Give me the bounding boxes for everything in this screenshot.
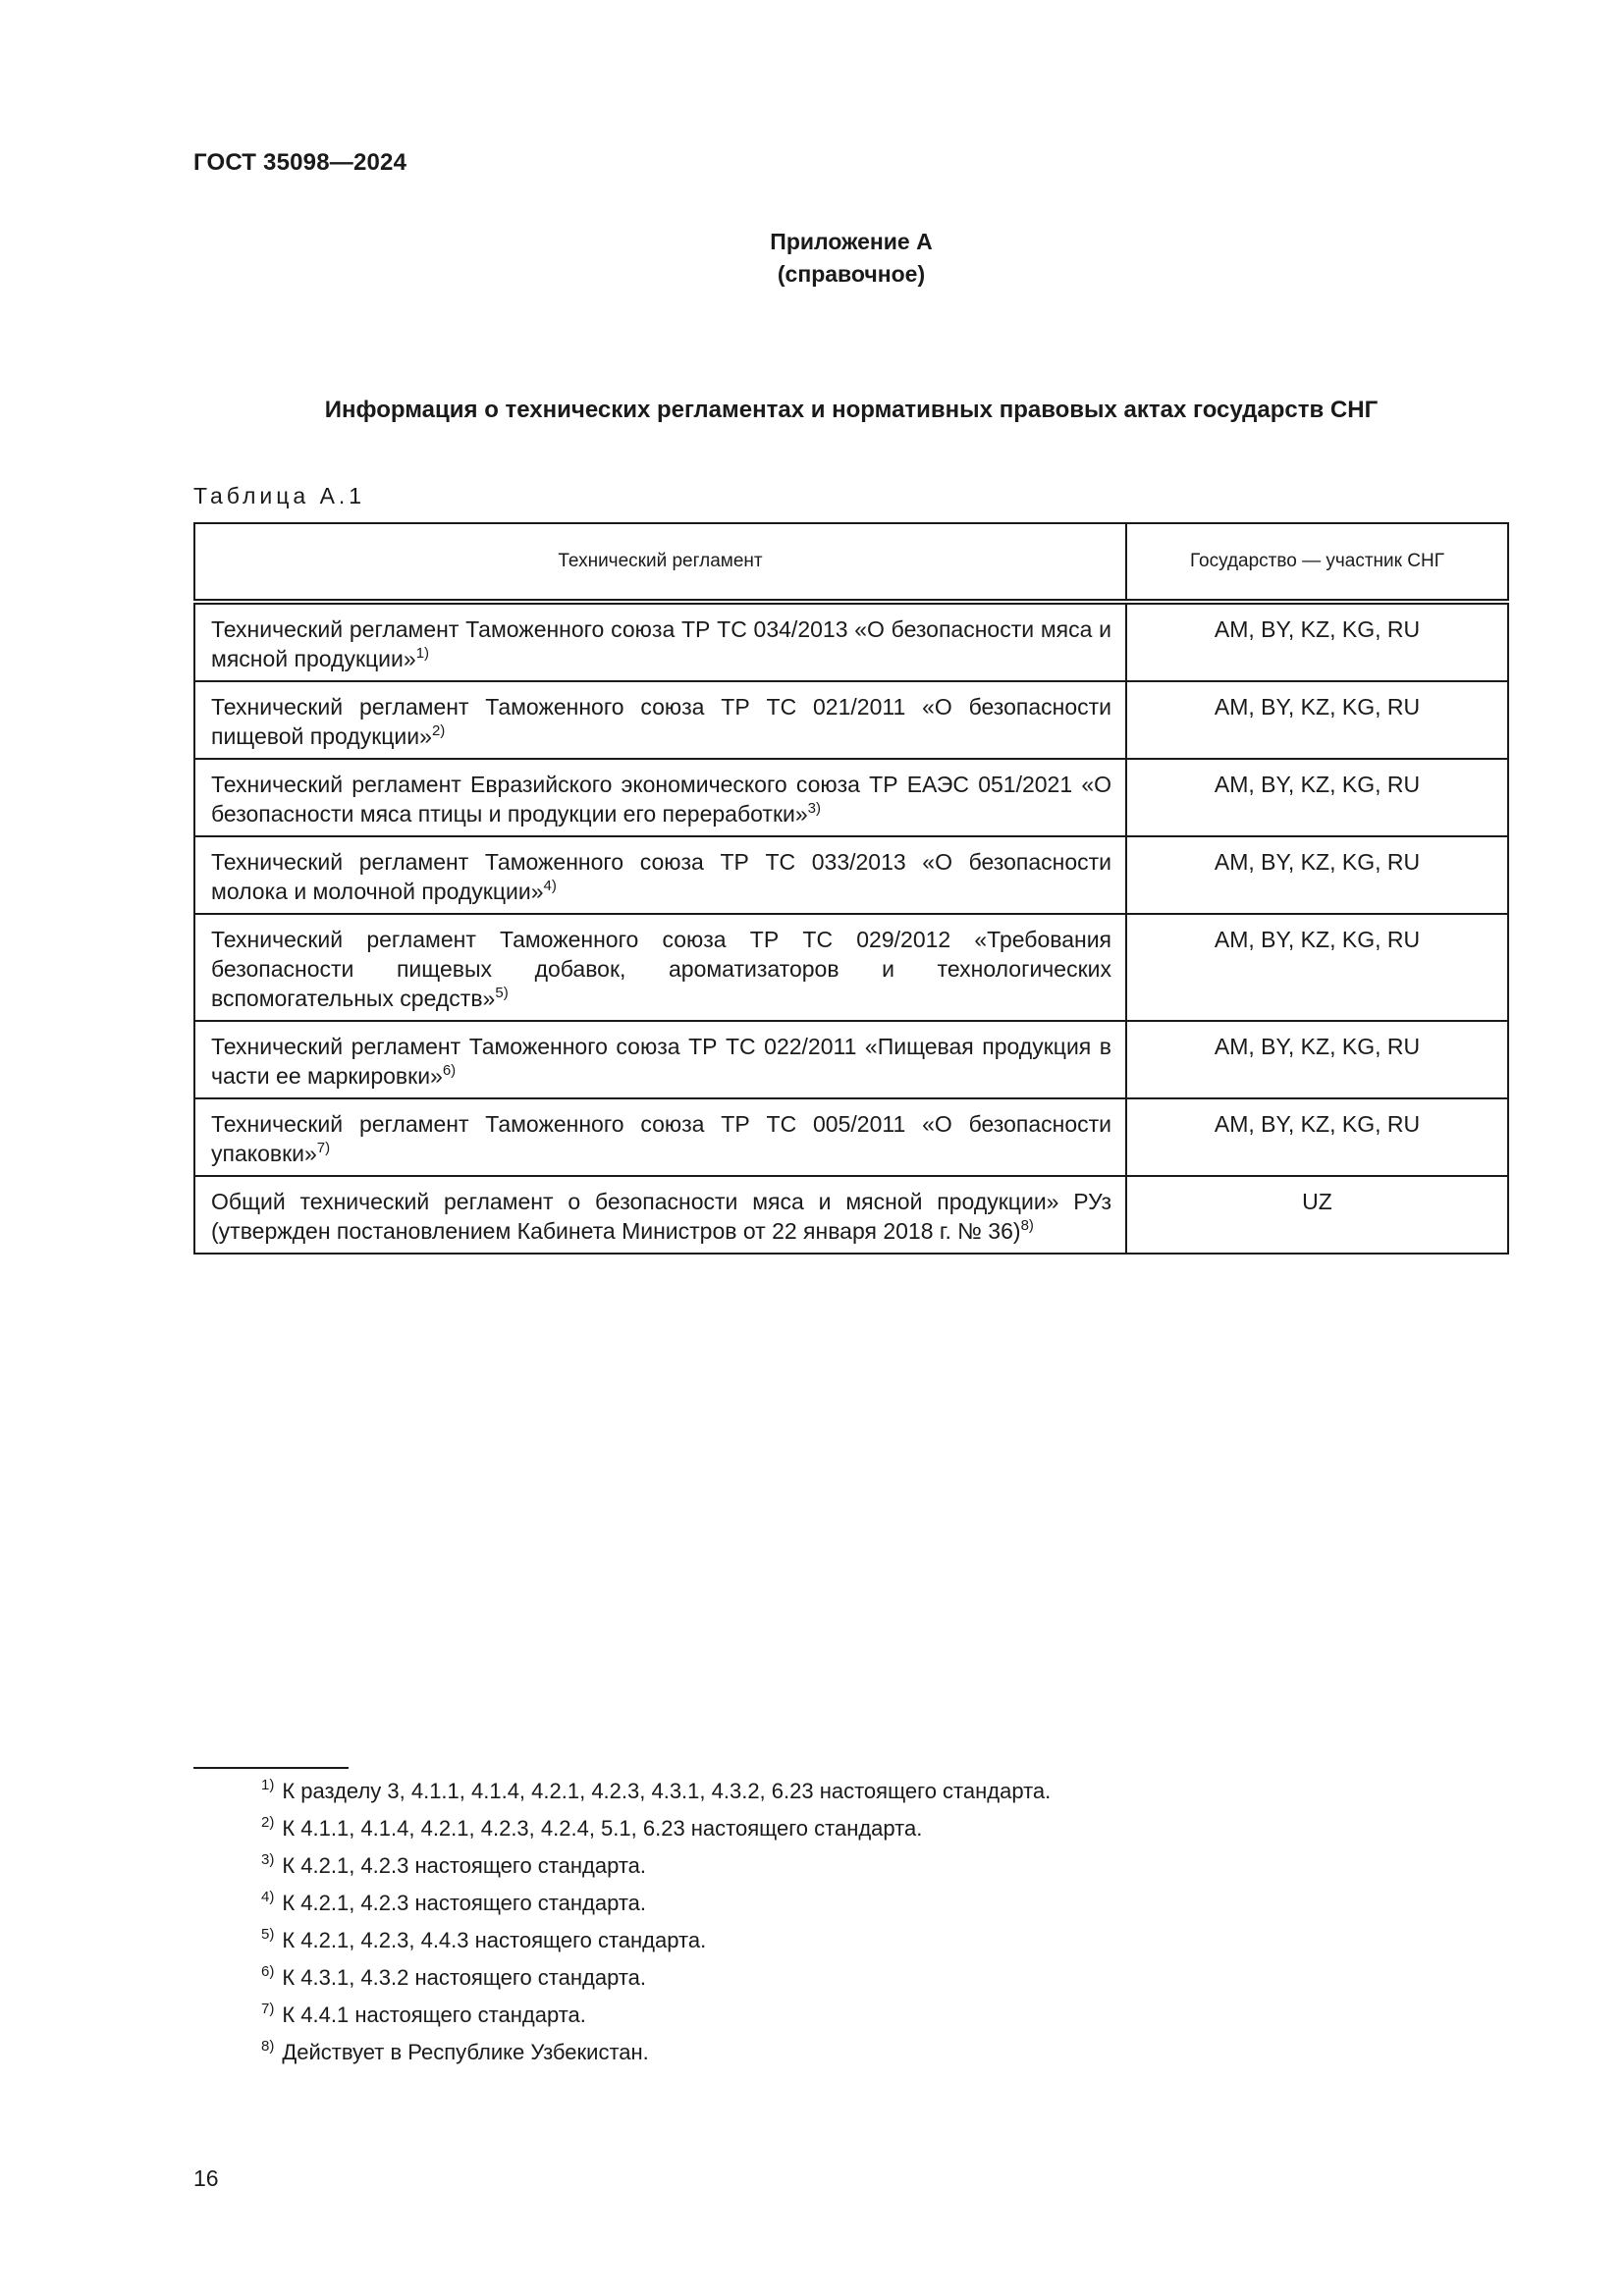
states-cell: AM, BY, KZ, KG, RU xyxy=(1126,759,1508,836)
footnote-text: К 4.2.1, 4.2.3 настоящего стандарта. xyxy=(282,1891,647,1915)
states-cell: AM, BY, KZ, KG, RU xyxy=(1126,1021,1508,1098)
footnote-ref: 4) xyxy=(543,878,557,894)
table-row xyxy=(194,681,1508,759)
footnote-text: К 4.4.1 настоящего стандарта. xyxy=(282,2002,586,2027)
footnote-mark: 3) xyxy=(261,1851,275,1868)
states-cell: AM, BY, KZ, KG, RU xyxy=(1126,681,1508,759)
regulation-text: Технический регламент Таможенного союза ТР ТС 021/2011 «О безопасности пищевой продукции» xyxy=(211,694,1111,749)
section-title: Информация о технических регламентах и нормативных правовых актах государств СНГ xyxy=(324,397,1379,423)
footnote-mark: 6) xyxy=(261,1963,275,1980)
footnote-item xyxy=(261,1922,1051,1959)
table-row xyxy=(194,759,1508,836)
footnote-text: К 4.3.1, 4.3.2 настоящего стандарта. xyxy=(282,1965,647,1990)
regulations-table xyxy=(193,522,1509,1255)
states-cell: AM, BY, KZ, KG, RU xyxy=(1126,836,1508,914)
footnote-text: К разделу 3, 4.1.1, 4.1.4, 4.2.1, 4.2.3, 4.3.1, 4.3.2, 6.23 настоящего стандарта. xyxy=(282,1779,1052,1803)
footnote-mark: 8) xyxy=(261,2038,275,2055)
footnote-text: К 4.2.1, 4.2.3 настоящего стандарта. xyxy=(282,1853,647,1878)
regulation-cell xyxy=(194,1176,1126,1254)
regulation-cell xyxy=(194,836,1126,914)
footnote-item xyxy=(261,1847,1051,1885)
states-cell: AM, BY, KZ, KG, RU xyxy=(1126,914,1508,1021)
footnote-text: К 4.1.1, 4.1.4, 4.2.1, 4.2.3, 4.2.4, 5.1, 6.23 настоящего стандарта. xyxy=(282,1816,923,1841)
appendix-title: Приложение А xyxy=(770,229,933,254)
table-caption: Таблица А.1 xyxy=(193,483,366,508)
table-row xyxy=(194,1176,1508,1254)
footnote-ref: 5) xyxy=(495,985,509,1001)
states-cell: UZ xyxy=(1126,1176,1508,1254)
appendix-type: (справочное) xyxy=(777,261,926,287)
footnote-item xyxy=(261,1997,1051,2034)
standard-code: ГОСТ 35098—2024 xyxy=(193,149,407,176)
regulation-text: Технический регламент Таможенного союза ТР ТС 033/2013 «О безопасности молока и молочной продукции» xyxy=(211,849,1111,904)
footnote-ref: 2) xyxy=(431,722,446,739)
footnote-item xyxy=(261,1885,1051,1922)
table-row xyxy=(194,836,1508,914)
regulation-text: Технический регламент Таможенного союза ТР ТС 029/2012 «Требования безопасности пищевых добавок, ароматизаторов и технологических вспомогательных средств» xyxy=(211,927,1111,1011)
page-number: 16 xyxy=(193,2165,219,2191)
footnote-mark: 5) xyxy=(261,1926,275,1943)
footnote-text: К 4.2.1, 4.2.3, 4.4.3 настоящего стандарта. xyxy=(282,1928,707,1952)
footnote-mark: 4) xyxy=(261,1889,275,1905)
footnotes-list xyxy=(261,1773,1051,2071)
regulation-cell xyxy=(194,759,1126,836)
appendix-heading xyxy=(0,226,1624,291)
regulation-cell xyxy=(194,1021,1126,1098)
footnote-ref: 8) xyxy=(1020,1217,1034,1234)
footnote-item xyxy=(261,1959,1051,1997)
states-cell: AM, BY, KZ, KG, RU xyxy=(1126,1098,1508,1176)
footnote-separator xyxy=(193,1767,349,1769)
regulation-text: Технический регламент Таможенного союза ТР ТС 005/2011 «О безопасности упаковки» xyxy=(211,1111,1111,1166)
column-header-states: Государство — участник СНГ xyxy=(1126,523,1508,602)
footnote-item xyxy=(261,1810,1051,1847)
table-row xyxy=(194,1021,1508,1098)
regulation-cell xyxy=(194,602,1126,681)
footnote-item xyxy=(261,1773,1051,1810)
footnote-ref: 1) xyxy=(415,645,430,662)
regulation-text: Общий технический регламент о безопасности мяса и мясной продукции» РУз (утвержден постановлением Кабинета Министров от 22 января 2018 г. № 36) xyxy=(211,1189,1111,1244)
footnote-item xyxy=(261,2034,1051,2071)
footnote-ref: 3) xyxy=(807,800,821,817)
table-row xyxy=(194,602,1508,681)
footnote-text: Действует в Республике Узбекистан. xyxy=(282,2040,649,2064)
regulation-cell xyxy=(194,914,1126,1021)
states-cell: AM, BY, KZ, KG, RU xyxy=(1126,602,1508,681)
footnote-mark: 1) xyxy=(261,1777,275,1793)
regulation-cell xyxy=(194,1098,1126,1176)
regulation-text: Технический регламент Евразийского экономического союза ТР ЕАЭС 051/2021 «О безопасности мяса птицы и продукции его переработки» xyxy=(211,772,1111,827)
regulation-text: Технический регламент Таможенного союза ТР ТС 034/2013 «О безопасности мяса и мясной продукции» xyxy=(211,616,1111,671)
regulation-text: Технический регламент Таможенного союза ТР ТС 022/2011 «Пищевая продукция в части ее маркировки» xyxy=(211,1034,1111,1089)
footnote-mark: 7) xyxy=(261,2001,275,2017)
footnote-ref: 6) xyxy=(442,1062,457,1079)
footnote-mark: 2) xyxy=(261,1814,275,1831)
table-row xyxy=(194,914,1508,1021)
column-header-regulation: Технический регламент xyxy=(194,523,1126,602)
table-row xyxy=(194,1098,1508,1176)
table-header-row xyxy=(194,523,1508,602)
footnote-ref: 7) xyxy=(316,1140,331,1156)
regulation-cell xyxy=(194,681,1126,759)
